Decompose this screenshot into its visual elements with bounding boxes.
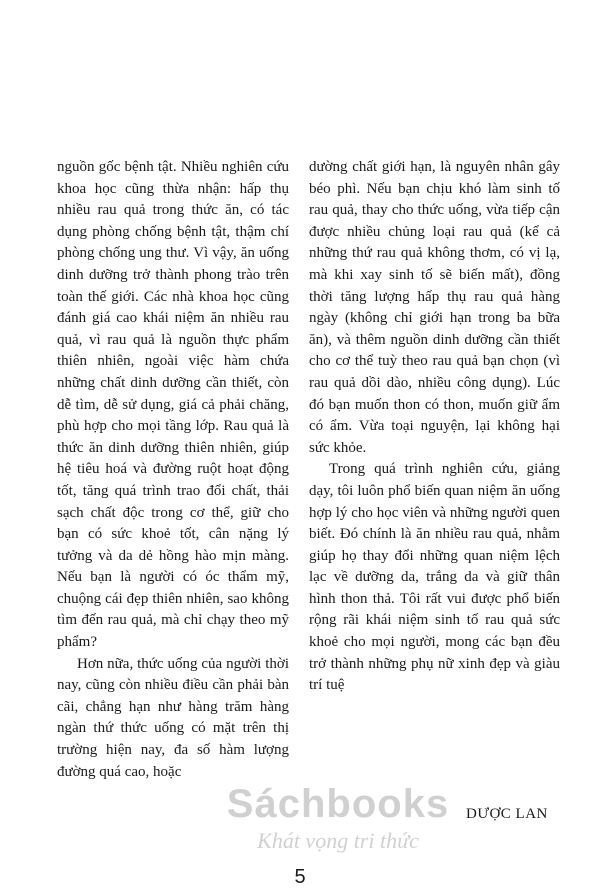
watermark-brand: Sáchbooks <box>226 782 450 826</box>
body-paragraph: dường chất giới hạn, là nguyên nhân gây béo phì. Nếu bạn chịu khó làm sinh tố rau quả, thay cho thức uống, vừa tiếp cận được nhiều chủng loại rau quả (kể cả những thứ rau quả không thơm, có vị lạ, mà khi xay sinh tố sẽ biến mất), đồng thời tăng lượng hấp thụ rau quả hàng ngày (không chỉ giới hạn trong ba bữa ăn), và thêm nguồn dinh dưỡng cần thiết cho cơ thể tuỳ theo rau quả bạn chọn (vì rau quả dồi dào, nhiều công dụng). Lúc đó bạn muốn thon có thon, muốn giữ ẩm có ẩm. Vừa toại nguyện, lại không hại sức khỏe. <box>309 159 560 456</box>
watermark <box>178 782 498 854</box>
right-column <box>309 157 560 697</box>
author-signature: DƯỢC LAN <box>466 806 548 822</box>
body-paragraph: Trong quá trình nghiên cứu, giảng dạy, tôi luôn phổ biến quan niệm ăn uống hợp lý cho học viên và những người quen biết. Đó chính là ăn nhiều rau quả, nhằm giúp họ thay đổi những quan niệm lệch lạc về dưỡng da, trắng da và giữ thân hình thon thả. Tôi rất vui được phổ biến rộng rãi khái niệm sinh tố rau quả sức khoẻ cho mọi người, mong các bạn đều trở thành những phụ nữ xinh đẹp và giàu trí tuệ <box>309 461 560 694</box>
watermark-slogan: Khát vọng tri thức <box>257 828 419 853</box>
body-paragraph: nguồn gốc bệnh tật. Nhiều nghiên cứu khoa học cũng thừa nhận: hấp thụ nhiều rau quả trong thức ăn, có tác dụng phòng chống bệnh tật, thậm chí phòng chống ung thư. Vì vậy, ăn uống dinh dưỡng trở thành phong trào trên toàn thế giới. Các nhà khoa học cũng đánh giá cao khái niệm ăn nhiều rau quả, vì rau quả là nguồn thực phẩm thiên nhiên, ngoài việc hàm chứa những chất dinh dưỡng cần thiết, còn dễ tìm, dễ sử dụng, giá cả phải chăng, phù hợp cho mọi tầng lớp. Rau quả là thức ăn dinh dưỡng thiên nhiên, giúp hệ tiêu hoá và đường ruột hoạt động tốt, tăng quá trình trao đổi chất, thải sạch chất độc trong cơ thể, giữ cho bạn có sức khoẻ tốt, cân nặng lý tưởng và da dẻ hồng hào mịn màng. Nếu bạn là người có óc thẩm mỹ, chuộng cái đẹp thiên nhiên, sao không tìm đến rau quả, mà chỉ chạy theo mỹ phẩm? <box>57 159 289 651</box>
left-column <box>57 157 289 783</box>
body-paragraph: Hơn nữa, thức uống của người thời nay, cũng còn nhiều điều cần phải bàn cãi, chẳng hạn như hàng trăm hàng ngàn thứ thức uống có mặt trên thị trường hiện nay, đa số hàm lượng đường quá cao, hoặc <box>57 655 289 780</box>
page-number: 5 <box>294 866 306 888</box>
